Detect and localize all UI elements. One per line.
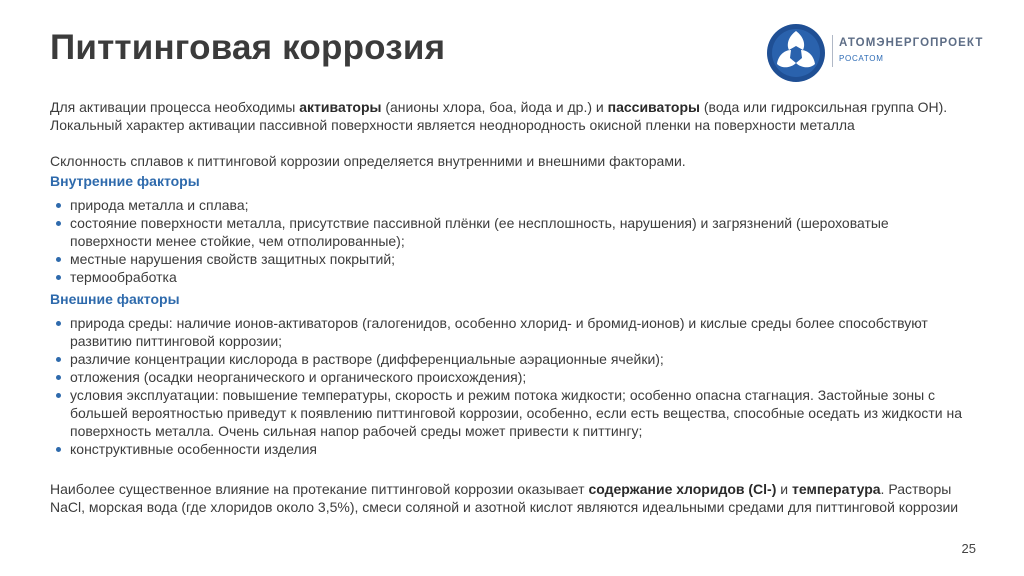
intro-text: (анионы хлора, боа, йода и др.) и — [381, 99, 608, 115]
intro-paragraph — [50, 98, 970, 134]
list-item: природа среды: наличие ионов-активаторов (галогенидов, особенно хлорид- и бромид-ионов) и кислые среды более способствуют развитию питтинговой коррозии; — [50, 314, 970, 350]
internal-factors-heading: Внутренние факторы — [50, 173, 200, 189]
logo-company-sub: РОСАТОМ — [839, 54, 884, 63]
list-item: различие концентрации кислорода в растворе (дифференциальные аэрационные ячейки); — [50, 350, 970, 368]
passivators-term: пассиваторы — [607, 99, 700, 115]
list-item: местные нарушения свойств защитных покрытий; — [50, 250, 970, 268]
page-title: Питтинговая коррозия — [50, 28, 446, 67]
list-item: состояние поверхности металла, присутствие пассивной плёнки (ее несплошность, нарушения) и загрязнений (шероховатые поверхности менее стойкие, чем отполированные); — [50, 214, 970, 250]
list-item: конструктивные особенности изделия — [50, 440, 970, 458]
chlorides-term: содержание хлоридов (Cl-) — [588, 481, 777, 497]
internal-factors-list — [50, 196, 970, 286]
temperature-term: температура — [792, 481, 881, 497]
list-item: отложения (осадки неорганического и органического происхождения); — [50, 368, 970, 386]
conclusion-text: Наиболее существенное влияние на протекание питтинговой коррозии оказывает — [50, 481, 589, 497]
external-factors-list — [50, 314, 970, 458]
conclusion-paragraph — [50, 480, 970, 516]
conclusion-text: и — [776, 481, 792, 497]
activators-term: активаторы — [299, 99, 382, 115]
conclusion-text: . Растворы NaCl, морская вода (где хлоридов около 3,5%), смеси соляной и азотной кислот являются идеальными средами для питтинговой коррозии — [50, 481, 959, 515]
company-logo — [765, 22, 984, 102]
logo-company-name: АТОМЭНЕРГОПРОЕКТ — [839, 37, 984, 49]
page-number: 25 — [961, 541, 976, 556]
list-item: природа металла и сплава; — [50, 196, 970, 214]
slide-body — [50, 98, 970, 516]
list-item: условия эксплуатации: повышение температуры, скорость и режим потока жидкости; особенно опасна стагнация. Застойные зоны с большей вероятностью приведут к появлению питтинговой коррозии, особенно, если есть вещества, способные оседать из жидкости на поверхность металла. Очень сильная напор рабочей среды может привести к питтингу; — [50, 386, 970, 440]
intro-text: (вода или гидроксильная группа ОН). Локальный характер активации пассивной поверхности является неоднородность окисной пленки на поверхности металла — [50, 99, 948, 133]
rosatom-emblem-icon — [765, 22, 827, 84]
external-factors-heading: Внешние факторы — [50, 291, 180, 307]
logo-divider — [832, 35, 833, 67]
intro-text: Для активации процесса необходимы — [50, 99, 300, 115]
factors-paragraph: Склонность сплавов к питтинговой коррозии определяется внутренними и внешними факторами. — [50, 153, 686, 169]
list-item: термообработка — [50, 268, 970, 286]
